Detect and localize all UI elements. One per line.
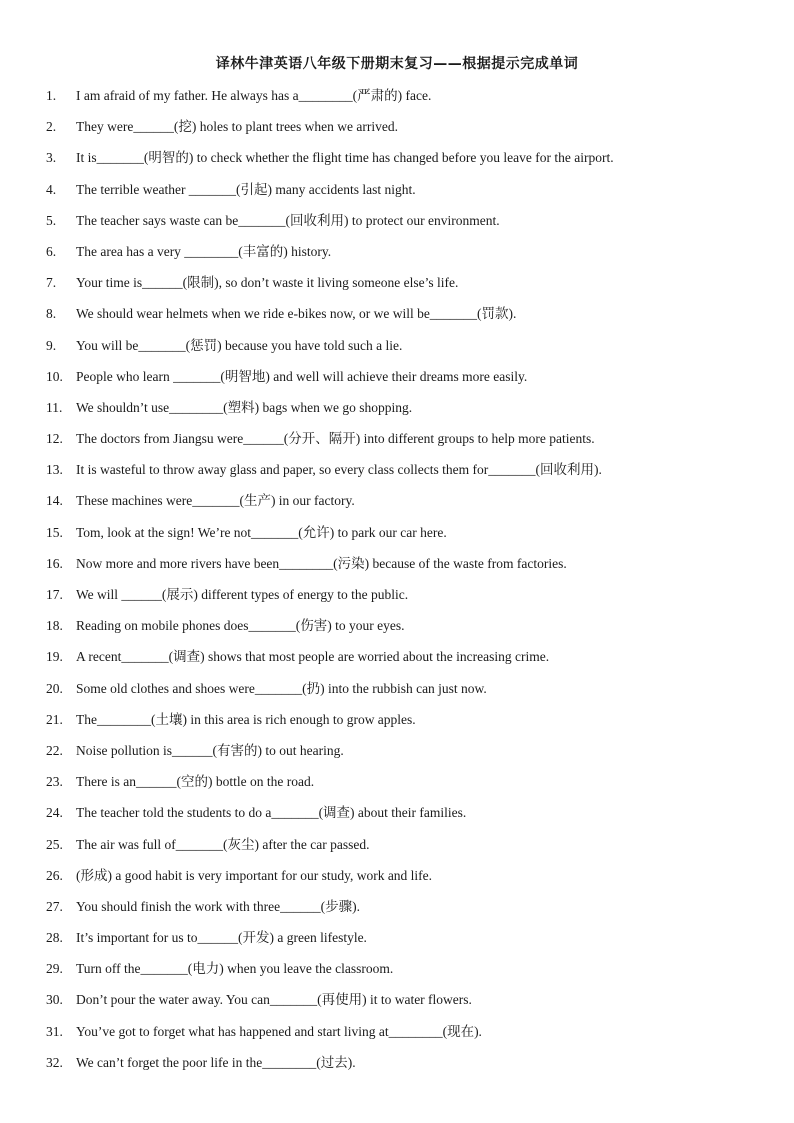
item-number: 22. xyxy=(46,742,63,758)
item-number: 24. xyxy=(46,805,63,821)
exercise-item xyxy=(0,801,794,832)
exercise-list xyxy=(0,84,794,1082)
exercise-item xyxy=(0,427,794,458)
item-number: 19. xyxy=(46,649,63,665)
exercise-item xyxy=(0,240,794,271)
item-sentence: The teacher told the students to do a_______(调查) about their families. xyxy=(76,805,467,821)
item-number: 28. xyxy=(46,930,63,946)
item-sentence: The air was full of_______(灰尘) after the car passed. xyxy=(76,836,370,852)
item-number: 25. xyxy=(46,836,63,852)
exercise-item xyxy=(0,645,794,676)
item-number: 2. xyxy=(46,119,57,135)
exercise-item xyxy=(0,614,794,645)
exercise-item xyxy=(0,334,794,365)
item-number: 30. xyxy=(46,992,63,1008)
exercise-item xyxy=(0,302,794,333)
item-number: 31. xyxy=(46,1023,63,1039)
exercise-item xyxy=(0,1051,794,1082)
item-sentence: I am afraid of my father. He always has a________(严肃的) face. xyxy=(76,88,432,103)
item-sentence: You will be_______(惩罚) because you have told such a lie. xyxy=(76,337,403,353)
exercise-item xyxy=(0,770,794,801)
exercise-item xyxy=(0,365,794,396)
item-number: 26. xyxy=(46,867,63,883)
item-sentence: Your time is______(限制), so don’t waste it living someone else’s life. xyxy=(76,275,459,291)
item-sentence: It’s important for us to______(开发) a green lifestyle. xyxy=(76,930,367,946)
exercise-item xyxy=(0,708,794,739)
exercise-item xyxy=(0,583,794,614)
exercise-item xyxy=(0,739,794,770)
item-number: 6. xyxy=(46,243,57,259)
item-sentence: Now more and more rivers have been________(污染) because of the waste from factories. xyxy=(76,555,567,571)
item-number: 7. xyxy=(46,275,57,291)
item-number: 15. xyxy=(46,524,63,540)
item-sentence: Tom, look at the sign! We’re not_______(允许) to park our car here. xyxy=(76,524,447,540)
exercise-item xyxy=(0,178,794,209)
item-sentence: Turn off the_______(电力) when you leave the classroom. xyxy=(76,961,394,977)
exercise-item xyxy=(0,957,794,988)
exercise-item xyxy=(0,115,794,146)
item-number: 17. xyxy=(46,587,63,602)
item-number: 12. xyxy=(46,431,63,447)
item-sentence: The doctors from Jiangsu were______(分开、隔开) into different groups to help more patients. xyxy=(76,431,595,447)
item-number: 14. xyxy=(46,493,63,509)
item-sentence: (形成) a good habit is very important for our study, work and life. xyxy=(76,867,433,883)
exercise-item xyxy=(0,396,794,427)
item-number: 21. xyxy=(46,711,63,727)
item-number: 4. xyxy=(46,181,57,197)
exercise-item xyxy=(0,489,794,520)
item-sentence: Some old clothes and shoes were_______(扔) into the rubbish can just now. xyxy=(76,680,487,696)
item-sentence: It is_______(明智的) to check whether the flight time has changed before you leave for the airport. xyxy=(76,150,614,166)
exercise-item xyxy=(0,84,794,115)
item-sentence: The area has a very ________(丰富的) history. xyxy=(76,243,332,259)
item-number: 9. xyxy=(46,337,57,353)
page-title: 译林牛津英语八年级下册期末复习——根据提示完成单词 xyxy=(215,56,579,72)
exercise-item xyxy=(0,1020,794,1051)
exercise-item xyxy=(0,521,794,552)
item-sentence: We can’t forget the poor life in the________(过去). xyxy=(76,1054,356,1070)
item-number: 13. xyxy=(46,462,63,478)
item-number: 20. xyxy=(46,680,63,696)
item-number: 18. xyxy=(46,618,63,634)
exercise-item xyxy=(0,677,794,708)
exercise-item xyxy=(0,988,794,1019)
item-number: 10. xyxy=(46,368,63,384)
item-number: 16. xyxy=(46,555,63,571)
exercise-item xyxy=(0,926,794,957)
item-number: 1. xyxy=(46,88,57,103)
item-sentence: People who learn _______(明智地) and well will achieve their dreams more easily. xyxy=(76,368,528,384)
item-sentence: The________(土壤) in this area is rich enough to grow apples. xyxy=(76,711,416,727)
item-number: 29. xyxy=(46,961,63,977)
item-number: 11. xyxy=(46,399,63,415)
exercise-item xyxy=(0,458,794,489)
item-number: 5. xyxy=(46,212,57,228)
item-sentence: You should finish the work with three______(步骤). xyxy=(76,898,360,914)
exercise-item xyxy=(0,146,794,177)
item-number: 27. xyxy=(46,898,63,914)
item-sentence: The teacher says waste can be_______(回收利用) to protect our environment. xyxy=(76,212,500,228)
exercise-item xyxy=(0,552,794,583)
item-sentence: You’ve got to forget what has happened and start living at________(现在). xyxy=(76,1023,482,1039)
item-sentence: A recent_______(调查) shows that most people are worried about the increasing crime. xyxy=(76,649,550,665)
item-sentence: Reading on mobile phones does_______(伤害) to your eyes. xyxy=(76,618,405,634)
item-number: 3. xyxy=(46,150,57,166)
exercise-item xyxy=(0,271,794,302)
item-sentence: They were______(挖) holes to plant trees when we arrived. xyxy=(76,119,399,135)
item-sentence: It is wasteful to throw away glass and paper, so every class collects them for_______(回收利用). xyxy=(76,462,602,478)
item-sentence: We should wear helmets when we ride e-bikes now, or we will be_______(罚款). xyxy=(76,306,517,322)
item-sentence: We shouldn’t use________(塑料) bags when we go shopping. xyxy=(76,399,413,415)
item-sentence: There is an______(空的) bottle on the road. xyxy=(76,774,315,790)
exercise-item xyxy=(0,895,794,926)
item-number: 32. xyxy=(46,1054,63,1070)
item-sentence: These machines were_______(生产) in our factory. xyxy=(76,493,355,509)
exercise-item xyxy=(0,864,794,895)
item-number: 8. xyxy=(46,306,57,322)
item-sentence: Don’t pour the water away. You can_______(再使用) it to water flowers. xyxy=(76,992,472,1008)
item-sentence: Noise pollution is______(有害的) to out hearing. xyxy=(76,742,344,758)
exercise-item xyxy=(0,833,794,864)
item-number: 23. xyxy=(46,774,63,790)
exercise-item xyxy=(0,209,794,240)
item-sentence: We will ______(展示) different types of energy to the public. xyxy=(76,587,409,602)
item-sentence: The terrible weather _______(引起) many accidents last night. xyxy=(76,181,416,197)
